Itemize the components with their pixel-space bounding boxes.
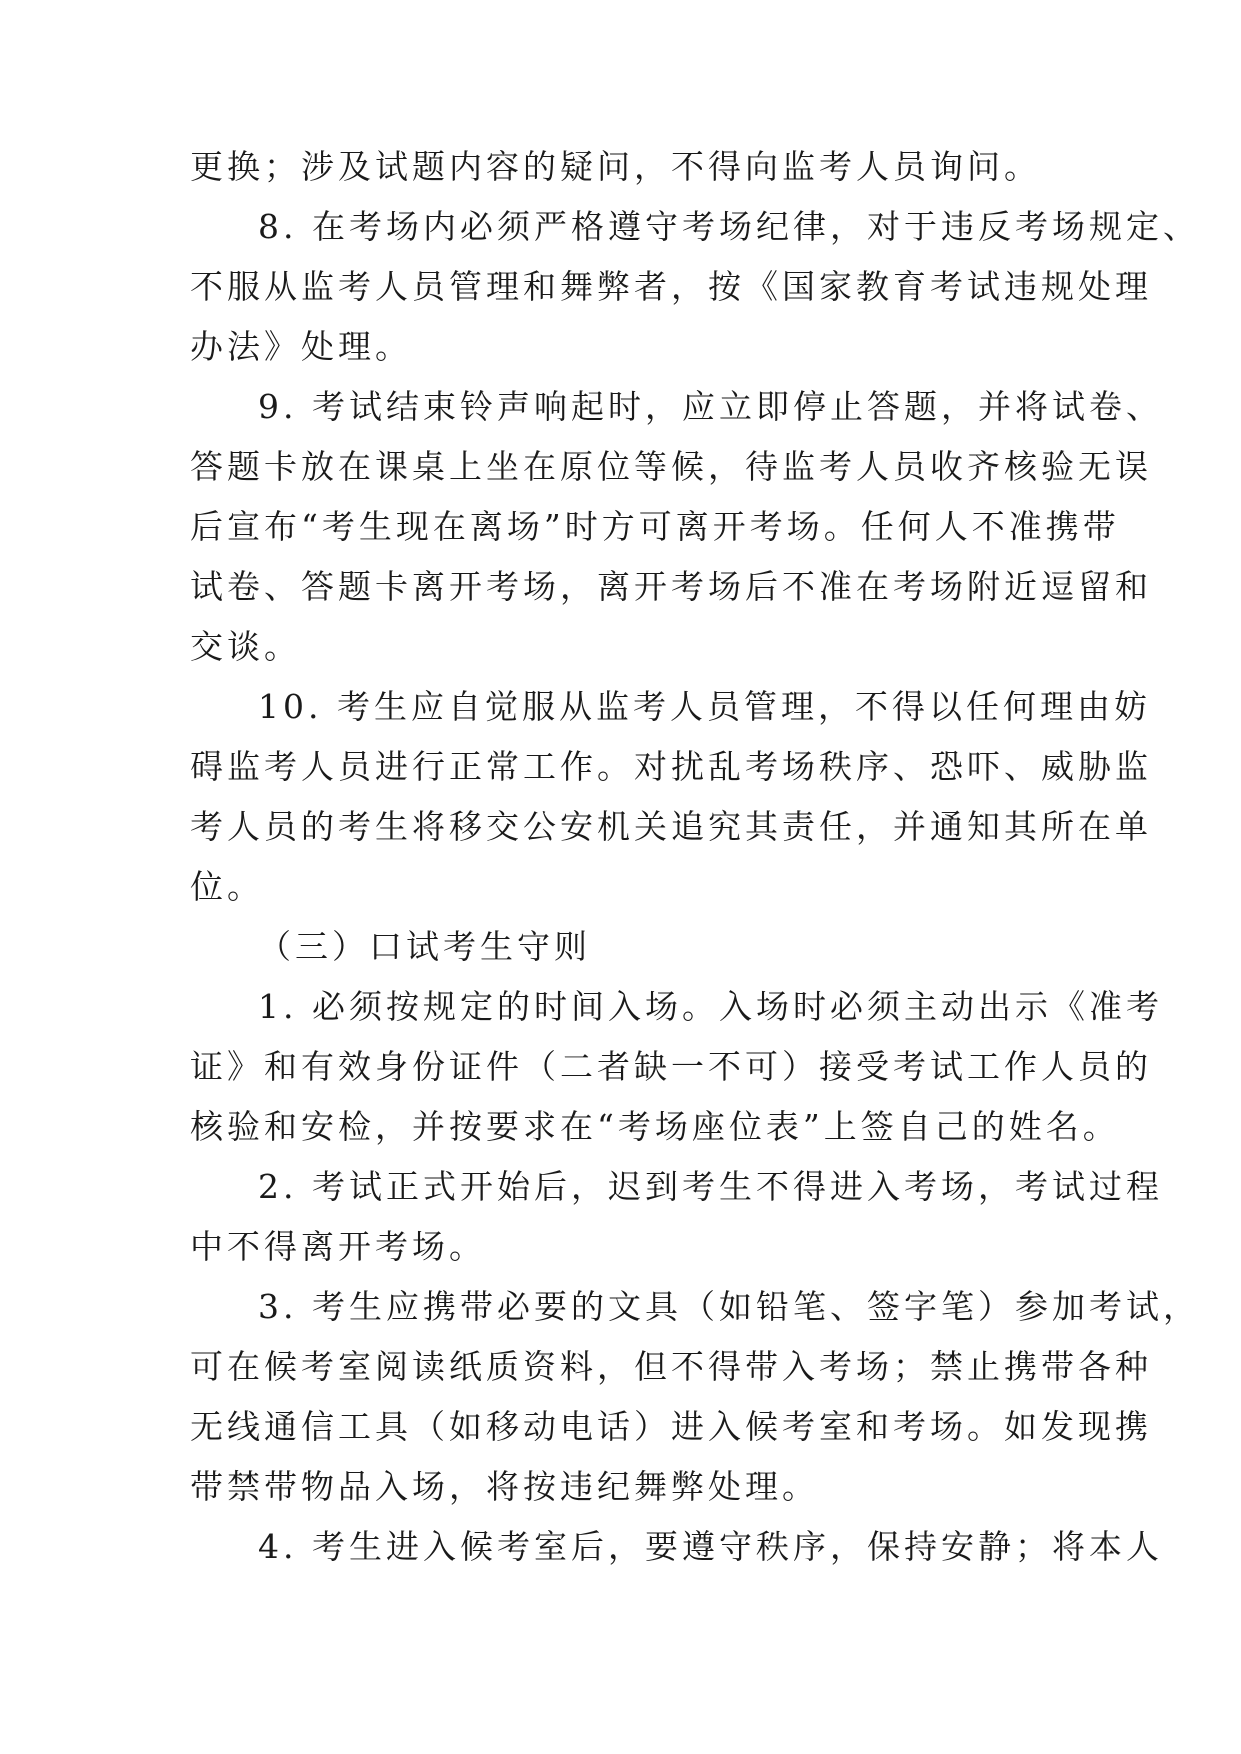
rule-9-line-5: 交谈。 bbox=[190, 627, 301, 666]
rule-10-line-2: 碍监考人员进行正常工作。对扰乱考场秩序、恐吓、威胁监 bbox=[190, 747, 1152, 786]
rule-10-line-1: 10. 考生应自觉服从监考人员管理，不得以任何理由妨 bbox=[258, 687, 1151, 726]
section-heading: （三）口试考生守则 bbox=[258, 927, 591, 966]
oral-rule-3-line-1: 3. 考生应携带必要的文具（如铅笔、签字笔）参加考试， bbox=[258, 1287, 1200, 1326]
oral-rule-1-line-1: 1. 必须按规定的时间入场。入场时必须主动出示《准考 bbox=[258, 987, 1163, 1026]
rule-8-line-3: 办法》处理。 bbox=[190, 327, 412, 366]
oral-rule-3-line-2: 可在候考室阅读纸质资料，但不得带入考场；禁止携带各种 bbox=[190, 1347, 1152, 1386]
rule-10-line-3: 考人员的考生将移交公安机关追究其责任，并通知其所在单 bbox=[190, 807, 1152, 846]
rule-9-line-4: 试卷、答题卡离开考场，离开考场后不准在考场附近逗留和 bbox=[190, 567, 1152, 606]
text-line-1: 更换；涉及试题内容的疑问，不得向监考人员询问。 bbox=[190, 147, 1041, 186]
oral-rule-3-line-4: 带禁带物品入场，将按违纪舞弊处理。 bbox=[190, 1467, 819, 1506]
rule-9-line-2: 答题卡放在课桌上坐在原位等候，待监考人员收齐核验无误 bbox=[190, 447, 1152, 486]
rule-9-line-3: 后宣布“考生现在离场”时方可离开考场。任何人不准携带 bbox=[190, 507, 1120, 546]
oral-rule-2-line-1: 2. 考试正式开始后，迟到考生不得进入考场，考试过程 bbox=[258, 1167, 1163, 1206]
rule-8-line-2: 不服从监考人员管理和舞弊者，按《国家教育考试违规处理 bbox=[190, 267, 1152, 306]
oral-rule-1-line-2: 证》和有效身份证件（二者缺一不可）接受考试工作人员的 bbox=[190, 1047, 1152, 1086]
rule-10-line-4: 位。 bbox=[190, 867, 264, 906]
rule-9-line-1: 9. 考试结束铃声响起时，应立即停止答题，并将试卷、 bbox=[258, 387, 1163, 426]
rule-8-line-1: 8. 在考场内必须严格遵守考场纪律，对于违反考场规定、 bbox=[258, 207, 1200, 246]
oral-rule-4-line-1: 4. 考生进入候考室后，要遵守秩序，保持安静；将本人 bbox=[258, 1527, 1163, 1566]
oral-rule-2-line-2: 中不得离开考场。 bbox=[190, 1227, 486, 1266]
oral-rule-3-line-3: 无线通信工具（如移动电话）进入候考室和考场。如发现携 bbox=[190, 1407, 1152, 1446]
oral-rule-1-line-3: 核验和安检，并按要求在“考场座位表”上签自己的姓名。 bbox=[190, 1107, 1120, 1146]
